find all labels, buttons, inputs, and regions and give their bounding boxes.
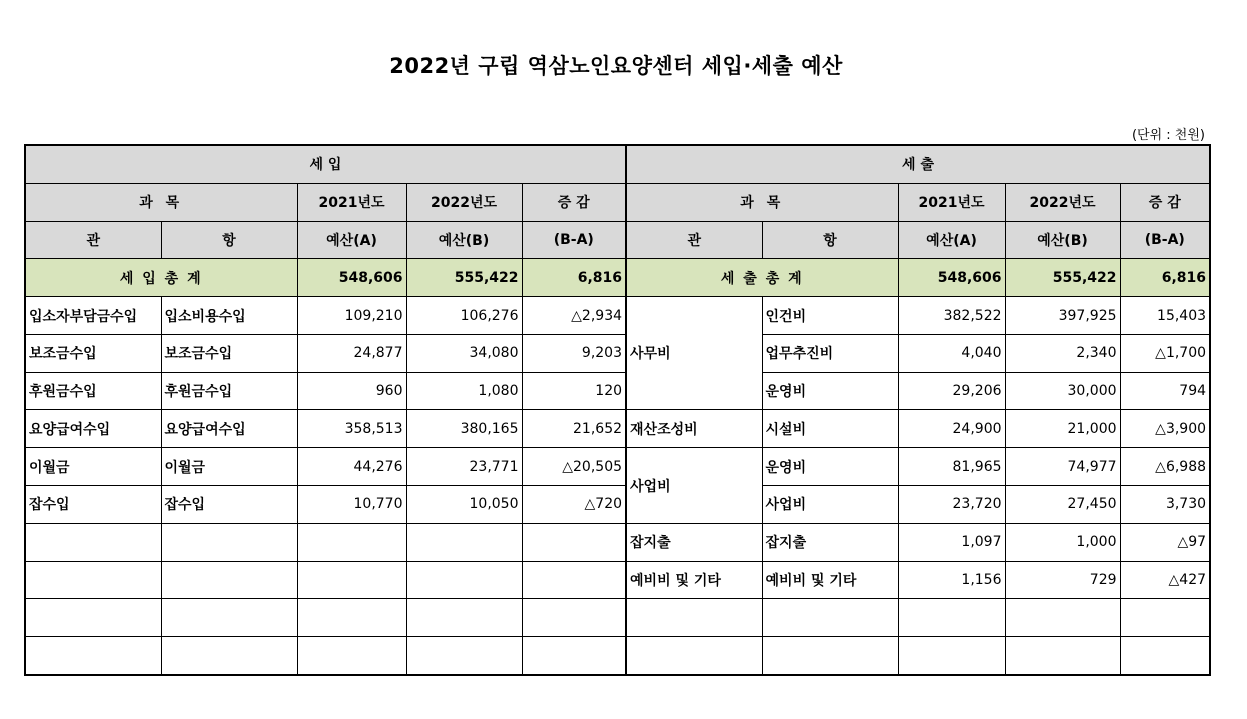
income-b-cell: 23,771 xyxy=(406,448,522,486)
income-gwan-cell: 후원금수입 xyxy=(25,372,161,410)
income-gwan-header: 관 xyxy=(25,221,161,259)
expense-budget-a-header: 예산(A) xyxy=(898,221,1005,259)
page-title: 2022년 구립 역삼노인요양센터 세입·세출 예산 xyxy=(389,54,843,78)
expense-gwan-facility: 재산조성비 xyxy=(626,410,762,448)
empty-cell xyxy=(161,599,297,637)
income-diff-cell: 120 xyxy=(522,372,626,410)
income-total-a: 548,606 xyxy=(297,259,406,297)
expense-b-cell: 1,000 xyxy=(1005,523,1120,561)
expense-hang-cell: 예비비 및 기타 xyxy=(762,561,898,599)
expense-b-cell: 397,925 xyxy=(1005,297,1120,335)
income-a-cell: 24,877 xyxy=(297,334,406,372)
header-row-columns xyxy=(25,183,1210,221)
income-b-cell: 10,050 xyxy=(406,486,522,524)
income-b-cell: 380,165 xyxy=(406,410,522,448)
empty-cell xyxy=(406,599,522,637)
empty-cell xyxy=(161,561,297,599)
expense-b-cell: 2,340 xyxy=(1005,334,1120,372)
expense-diff-formula-header: (B-A) xyxy=(1120,221,1210,259)
expense-hang-cell: 운영비 xyxy=(762,372,898,410)
table-row xyxy=(25,523,1210,561)
empty-cell xyxy=(297,561,406,599)
income-total-b: 555,422 xyxy=(406,259,522,297)
expense-a-cell: 29,206 xyxy=(898,372,1005,410)
income-hang-cell: 입소비용수입 xyxy=(161,297,297,335)
expense-diff-cell: △1,700 xyxy=(1120,334,1210,372)
expense-hang-cell: 인건비 xyxy=(762,297,898,335)
empty-cell xyxy=(762,599,898,637)
expense-b-cell: 30,000 xyxy=(1005,372,1120,410)
income-hang-cell: 요양급여수입 xyxy=(161,410,297,448)
expense-diff-cell: 15,403 xyxy=(1120,297,1210,335)
income-diff-cell: △720 xyxy=(522,486,626,524)
header-row-section xyxy=(25,145,1210,183)
expense-gwan-reserve: 예비비 및 기타 xyxy=(626,561,762,599)
empty-cell xyxy=(1120,599,1210,637)
income-hang-cell: 잡수입 xyxy=(161,486,297,524)
empty-cell xyxy=(297,523,406,561)
income-gwan-cell: 잡수입 xyxy=(25,486,161,524)
income-diff-formula-header: (B-A) xyxy=(522,221,626,259)
income-hang-cell: 후원금수입 xyxy=(161,372,297,410)
expense-diff-cell: 794 xyxy=(1120,372,1210,410)
income-hang-cell: 이월금 xyxy=(161,448,297,486)
expense-hang-cell: 업무추진비 xyxy=(762,334,898,372)
expense-a-cell: 1,097 xyxy=(898,523,1005,561)
expense-total-a: 548,606 xyxy=(898,259,1005,297)
empty-cell xyxy=(898,599,1005,637)
income-a-cell: 10,770 xyxy=(297,486,406,524)
expense-gwan-header: 관 xyxy=(626,221,762,259)
expense-gwan-office: 사무비 xyxy=(626,297,762,410)
income-a-cell: 44,276 xyxy=(297,448,406,486)
expense-a-cell: 1,156 xyxy=(898,561,1005,599)
income-budget-a-header: 예산(A) xyxy=(297,221,406,259)
expense-2021-header: 2021년도 xyxy=(898,183,1005,221)
income-diff-cell: 9,203 xyxy=(522,334,626,372)
expense-a-cell: 81,965 xyxy=(898,448,1005,486)
income-hang-cell: 보조금수입 xyxy=(161,334,297,372)
empty-cell xyxy=(522,523,626,561)
expense-diff-cell: △97 xyxy=(1120,523,1210,561)
table-row xyxy=(25,599,1210,637)
income-budget-b-header: 예산(B) xyxy=(406,221,522,259)
expense-b-cell: 74,977 xyxy=(1005,448,1120,486)
income-diff-header: 증 감 xyxy=(522,183,626,221)
empty-cell xyxy=(522,637,626,675)
income-gwan-cell: 보조금수입 xyxy=(25,334,161,372)
empty-cell xyxy=(898,637,1005,675)
empty-cell xyxy=(406,637,522,675)
expense-diff-cell: △427 xyxy=(1120,561,1210,599)
empty-cell xyxy=(626,599,762,637)
expense-hang-header: 항 xyxy=(762,221,898,259)
expense-2022-header: 2022년도 xyxy=(1005,183,1120,221)
income-2021-header: 2021년도 xyxy=(297,183,406,221)
expense-budget-b-header: 예산(B) xyxy=(1005,221,1120,259)
table-row xyxy=(25,297,1210,335)
expense-a-cell: 23,720 xyxy=(898,486,1005,524)
income-total-label: 세 입 총 계 xyxy=(25,259,297,297)
expense-hang-cell: 시설비 xyxy=(762,410,898,448)
expense-section-header: 세 출 xyxy=(626,145,1210,183)
expense-gwan-misc: 잡지출 xyxy=(626,523,762,561)
table-row xyxy=(25,486,1210,524)
empty-cell xyxy=(522,561,626,599)
income-2022-header: 2022년도 xyxy=(406,183,522,221)
income-a-cell: 109,210 xyxy=(297,297,406,335)
empty-cell xyxy=(25,523,161,561)
income-diff-cell: 21,652 xyxy=(522,410,626,448)
table-row xyxy=(25,372,1210,410)
expense-a-cell: 382,522 xyxy=(898,297,1005,335)
expense-subject-header: 과 목 xyxy=(626,183,898,221)
empty-cell xyxy=(762,637,898,675)
expense-diff-header: 증 감 xyxy=(1120,183,1210,221)
empty-cell xyxy=(1005,599,1120,637)
table-row xyxy=(25,410,1210,448)
table-row xyxy=(25,561,1210,599)
empty-cell xyxy=(297,599,406,637)
totals-row xyxy=(25,259,1210,297)
expense-diff-cell: △3,900 xyxy=(1120,410,1210,448)
expense-b-cell: 729 xyxy=(1005,561,1120,599)
budget-table xyxy=(24,144,1211,676)
income-b-cell: 34,080 xyxy=(406,334,522,372)
expense-b-cell: 21,000 xyxy=(1005,410,1120,448)
table-row xyxy=(25,448,1210,486)
income-gwan-cell: 이월금 xyxy=(25,448,161,486)
income-a-cell: 358,513 xyxy=(297,410,406,448)
expense-a-cell: 24,900 xyxy=(898,410,1005,448)
income-section-header: 세 입 xyxy=(25,145,626,183)
expense-gwan-project: 사업비 xyxy=(626,448,762,524)
empty-cell xyxy=(25,599,161,637)
expense-total-label: 세 출 총 계 xyxy=(626,259,898,297)
income-subject-header: 과 목 xyxy=(25,183,297,221)
empty-cell xyxy=(1005,637,1120,675)
income-gwan-cell: 입소자부담금수입 xyxy=(25,297,161,335)
income-total-diff: 6,816 xyxy=(522,259,626,297)
empty-cell xyxy=(25,637,161,675)
empty-cell xyxy=(626,637,762,675)
expense-diff-cell: 3,730 xyxy=(1120,486,1210,524)
empty-cell xyxy=(297,637,406,675)
expense-a-cell: 4,040 xyxy=(898,334,1005,372)
income-gwan-cell: 요양급여수입 xyxy=(25,410,161,448)
income-b-cell: 1,080 xyxy=(406,372,522,410)
empty-cell xyxy=(161,637,297,675)
empty-cell xyxy=(406,523,522,561)
unit-label: (단위 : 천원) xyxy=(1131,128,1205,143)
expense-hang-cell: 운영비 xyxy=(762,448,898,486)
empty-cell xyxy=(1120,637,1210,675)
income-hang-header: 항 xyxy=(161,221,297,259)
expense-hang-cell: 잡지출 xyxy=(762,523,898,561)
empty-cell xyxy=(161,523,297,561)
expense-total-b: 555,422 xyxy=(1005,259,1120,297)
empty-cell xyxy=(406,561,522,599)
expense-hang-cell: 사업비 xyxy=(762,486,898,524)
header-row-subcolumns xyxy=(25,221,1210,259)
empty-cell xyxy=(522,599,626,637)
empty-cell xyxy=(25,561,161,599)
expense-total-diff: 6,816 xyxy=(1120,259,1210,297)
expense-diff-cell: △6,988 xyxy=(1120,448,1210,486)
income-b-cell: 106,276 xyxy=(406,297,522,335)
income-a-cell: 960 xyxy=(297,372,406,410)
table-row xyxy=(25,637,1210,675)
table-row xyxy=(25,334,1210,372)
expense-b-cell: 27,450 xyxy=(1005,486,1120,524)
income-diff-cell: △20,505 xyxy=(522,448,626,486)
income-diff-cell: △2,934 xyxy=(522,297,626,335)
